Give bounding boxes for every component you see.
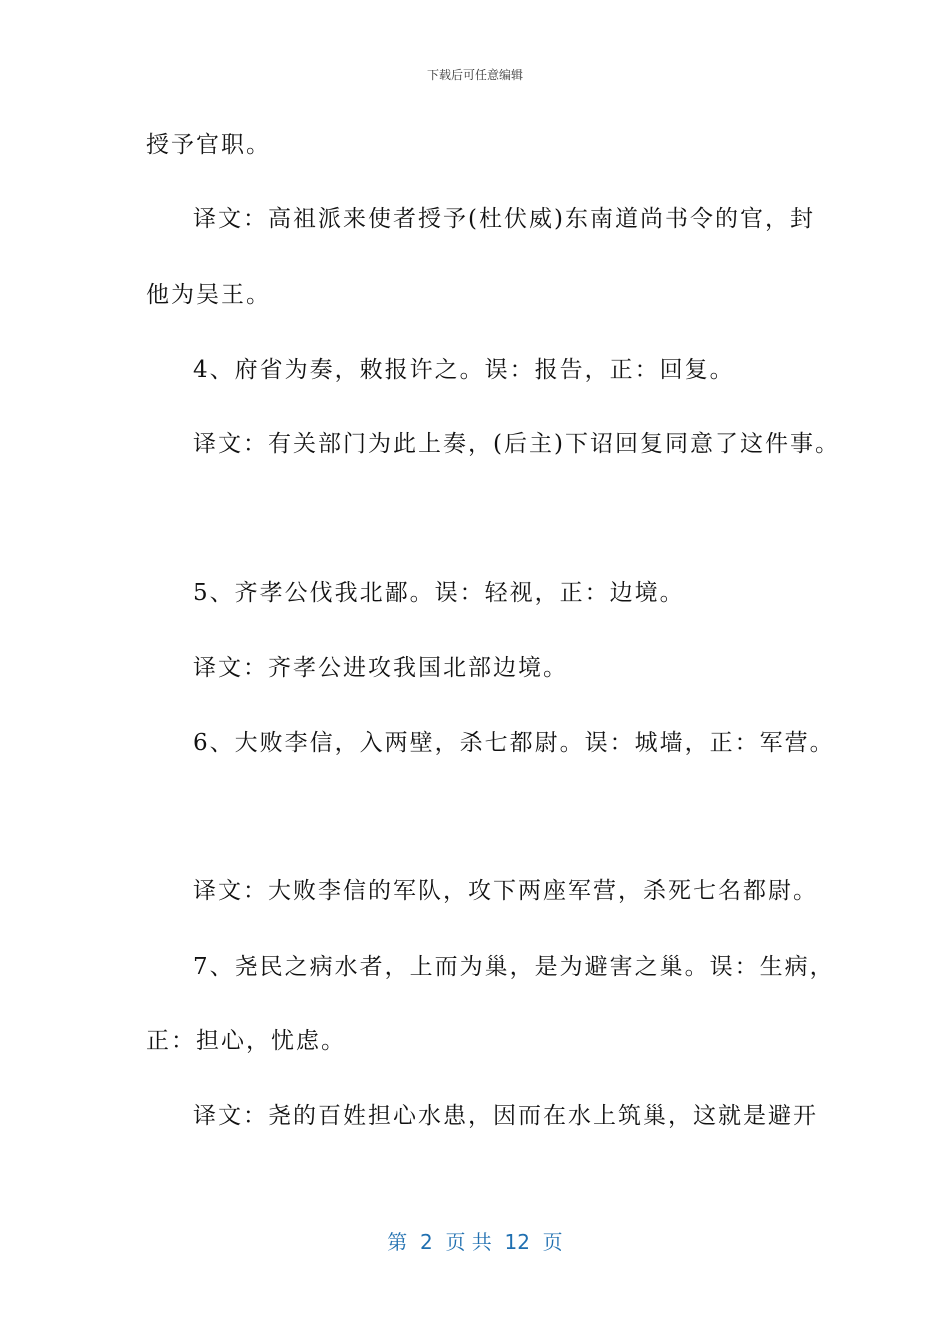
- page-footer: 第 2 页 共 12 页: [387, 1230, 563, 1254]
- body-line: 译文：尧的百姓担心水患，因而在水上筑巢，这就是避开: [193, 1103, 818, 1129]
- body-line: 正：担心，忧虑。: [146, 1028, 346, 1054]
- body-line: 授予官职。: [146, 132, 271, 158]
- body-line: 译文：大败李信的军队，攻下两座军营，杀死七名都尉。: [193, 878, 818, 904]
- body-line: 他为吴王。: [146, 282, 271, 308]
- page-header: 下载后可任意编辑: [426, 68, 523, 82]
- body-line: 6、大败李信，入两壁，杀七都尉。误：城墙，正：军营。: [193, 730, 835, 756]
- body-line: 7、尧民之病水者，上而为巢，是为避害之巢。误：生病，: [193, 954, 835, 980]
- body-line: 译文：齐孝公进攻我国北部边境。: [193, 655, 568, 681]
- body-line: 4、府省为奏，敕报许之。误：报告，正：回复。: [193, 357, 735, 383]
- body-line: 译文：高祖派来使者授予(杜伏威)东南道尚书令的官，封: [193, 206, 815, 232]
- body-line: 5、齐孝公伐我北鄙。误：轻视，正：边境。: [193, 580, 685, 606]
- body-line: 译文：有关部门为此上奏，(后主)下诏回复同意了这件事。: [193, 431, 840, 457]
